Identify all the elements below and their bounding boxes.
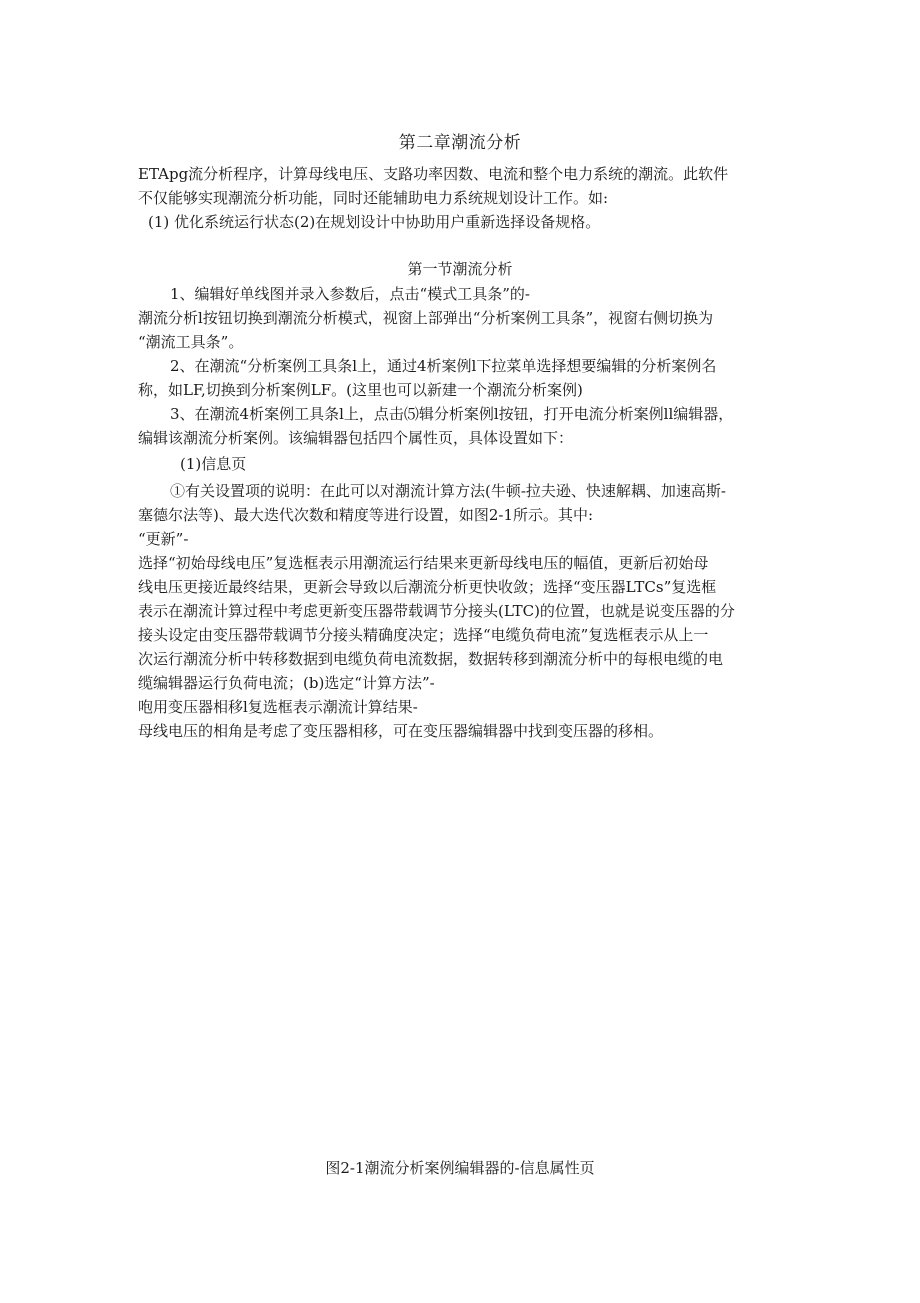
chapter-title: 第二章潮流分析 [398,133,522,153]
paragraph-line: 次运行潮流分析中转移数据到电缆负荷电流数据，数据转移到潮流分析中的每根电缆的电 [138,650,724,668]
paragraph-line: 选择“初始母线电压”复选框表示用潮流运行结果来更新母线电压的幅值，更新后初始母 [138,554,709,572]
intro-line: (1) 优化系统运行状态(2)在规划设计中协助用户重新选择设备规格。 [148,213,601,231]
intro-line: ETApg流分析程序，计算母线电压、支路功率因数、电流和整个电力系统的潮流。此软件 [138,165,729,183]
section-title: 第一节潮流分析 [407,260,513,278]
paragraph-line: 接头设定由变压器带载调节分接头精确度决定；选择“电缆负荷电流”复选框表示从上一 [138,626,709,644]
paragraph-line: 称，如LF,切换到分析案例LF。(这里也可以新建一个潮流分析案例) [138,381,583,399]
paragraph-line: 2、在潮流“分析案例工具条l上，通过4析案例l下拉菜单选择想要编辑的分析案例名 [170,357,717,375]
paragraph-line: 表示在潮流计算过程中考虑更新变压器带载调节分接头(LTC)的位置，也就是说变压器的分 [138,602,735,620]
paragraph-line: 母线电压的相角是考虑了变压器相移，可在变压器编辑器中找到变压器的移相。 [138,722,664,740]
section-body [138,282,788,743]
paragraph-line: ①有关设置项的说明：在此可以对潮流计算方法(牛顿-拉夫逊、快速解耦、加速高斯- [170,482,726,500]
figure-caption: 图2-1潮流分析案例编辑器的-信息属性页 [325,1159,595,1177]
paragraph-line: 潮流分析l按钮切换到潮流分析模式，视窗上部弹出“分析案例工具条”，视窗右侧切换为 [138,309,714,327]
paragraph-line: 塞德尔法等)、最大迭代次数和精度等进行设置，如图2-1所示。其中: [138,506,594,524]
paragraph-line: 1、编辑好单线图并录入参数后，点击“模式工具条”的- [170,285,530,303]
intro-block [138,162,788,234]
paragraph-line: 3、在潮流4析案例工具条l上，点击⑸辑分析案例l按钮，打开电流分析案例ll编辑器， [170,405,734,423]
intro-line: 不仅能够实现潮流分析功能，同时还能辅助电力系统规划设计工作。如: [138,189,609,207]
paragraph-line: 缆编辑器运行负荷电流；(b)选定“计算方法”- [138,674,435,692]
paragraph-line: 线电压更接近最终结果，更新会导致以后潮流分析更快收敛；选择“变压器LTCs”复选框 [138,578,717,596]
paragraph-line: (1)信息页 [180,455,247,473]
paragraph-line: 编辑该潮流分析案例。该编辑器包括四个属性页，具体设置如下： [138,429,574,447]
paragraph-line: “潮流工具条”。 [138,333,244,351]
paragraph-line: 咆用变压器相移l复选框表示潮流计算结果- [138,698,418,716]
paragraph-line: “更新”- [138,530,189,548]
